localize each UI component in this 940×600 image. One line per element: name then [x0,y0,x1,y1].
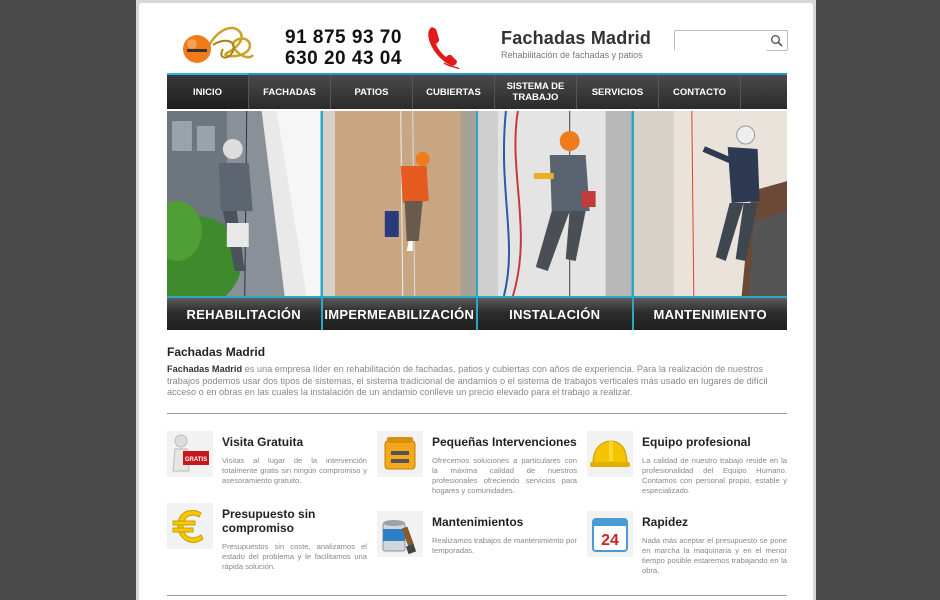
feature-text: Realizamos trabajos de mantenimiento por temporadas. [432,536,577,555]
calendar-24-icon [587,511,633,557]
logo-icon[interactable] [177,19,257,71]
page-frame [136,0,816,600]
search-icon[interactable] [770,34,783,47]
feature-text: Ofrecemos soluciones a particulares con la máxima calidad de nuestros profesionales ofreciendo servicios para hogares y comunidades. [432,456,577,495]
nav-item-patios[interactable]: PATIOS [331,75,413,109]
feature-text: La calidad de nuestro trabajo reside en la profesionalidad del Equipo Humano. Contamos con personal propio, estable y especializado. [642,456,787,495]
feature-title[interactable]: Pequeñas Intervenciones [432,435,577,449]
phone-number-2[interactable]: 630 20 43 04 [285,48,402,69]
installation-photo [478,111,632,296]
search-box [674,30,788,51]
intro-title: Fachadas Madrid [167,345,266,359]
calendar-badge: 24 [601,532,619,549]
banner-rehabilitacion[interactable] [167,111,321,330]
gratis-icon [167,431,213,477]
divider [167,595,787,596]
gratis-badge: GRATIS [184,457,208,463]
rehabilitation-photo [167,111,321,296]
banner-label: MANTENIMIENTO [634,296,788,330]
nav-item-contacto[interactable]: CONTACTO [659,75,741,109]
hard-hat-icon [587,431,633,477]
nav-item-fachadas[interactable]: FACHADAS [249,75,331,109]
intro-text [167,364,787,399]
paint-can-icon [377,511,423,557]
banner-label: INSTALACIÓN [478,296,632,330]
banner-impermeabilizacion[interactable] [323,111,477,330]
feature-title[interactable]: Visita Gratuita [222,435,304,449]
feature-text: Nada más aceptar el presupuesto se pone en marcha la maquinaria y en el menor tiempo posible estaremos trabajando en la obra. [642,536,787,575]
banner-label: REHABILITACIÓN [167,296,321,330]
intro-lead: Fachadas Madrid [167,364,243,374]
banner-mantenimiento[interactable] [634,111,788,330]
banner-instalacion[interactable] [478,111,632,330]
feature-text: Presupuestos sin coste, analizamos el estado del problema y le facilitamos una rápida solución. [222,542,367,571]
brand-title[interactable]: Fachadas Madrid [501,28,652,48]
feature-title[interactable]: Equipo profesional [642,435,751,449]
euro-icon [167,503,213,549]
toolbox-icon [377,431,423,477]
brand-block [501,28,651,60]
waterproofing-photo [323,111,477,296]
maintenance-photo [634,111,788,296]
feature-title[interactable]: Presupuesto sin compromiso [222,507,316,535]
feature-title[interactable]: Rapidez [642,515,689,529]
nav-item-servicios[interactable]: SERVICIOS [577,75,659,109]
telephone-icon [424,23,460,69]
nav-item-cubiertas[interactable]: CUBIERTAS [413,75,495,109]
banner-label: IMPERMEABILIZACIÓN [323,296,477,330]
brand-subtitle: Rehabilitación de fachadas y patios [501,50,643,60]
feature-text: Visitas al lugar de la intervención totalmente gratis sin ningún compromiso y asesoramiento gratuito. [222,456,367,485]
phone-number-1[interactable]: 91 875 93 70 [285,27,402,48]
main-nav [167,73,787,109]
intro-body: es una empresa líder en rehabilitación de fachadas, patios y cubiertas con años de experiencia. Para la realización de nuestros trabajos podemos usar dos tipos de sistemas, el sistema tradicional de andamios o el sistema de trabajos verticales más usado en lugares de difícil acceso o en obras en las cuales la instalación de un andamio conlleve un precio elevado para el trabajo a realizar. [167,364,768,398]
nav-item-sistema-de-trabajo[interactable]: SISTEMA DE TRABAJO [495,75,577,109]
search-input[interactable] [675,32,767,51]
divider [167,413,787,414]
service-banners [167,111,787,330]
phone-numbers[interactable] [285,27,402,69]
feature-title[interactable]: Mantenimientos [432,515,524,529]
page-content [139,3,813,600]
nav-item-inicio[interactable]: INICIO [167,73,249,109]
